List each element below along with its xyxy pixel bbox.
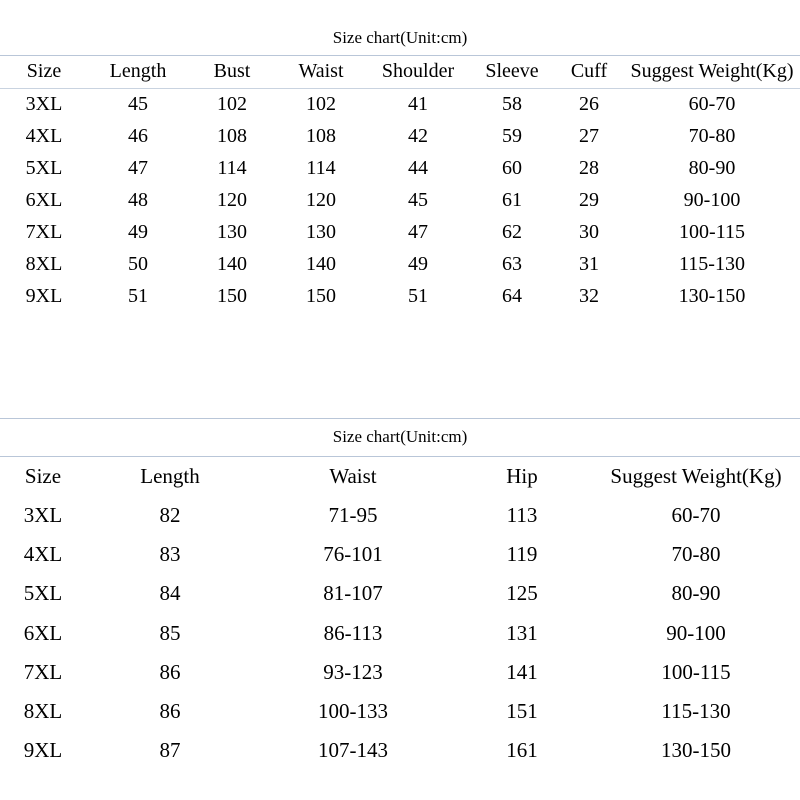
cell-length: 84: [159, 581, 181, 606]
column-header-waist: Waist: [329, 464, 377, 488]
cell-waist: 130: [306, 221, 336, 243]
cell-shoulder: 51: [408, 285, 428, 307]
chart-title: Size chart(Unit:cm): [0, 418, 800, 457]
cell-waist: 114: [306, 157, 336, 179]
cell-shoulder: 44: [408, 157, 428, 179]
column-header-length: Length: [140, 464, 200, 488]
size-table-bottom: [0, 457, 800, 770]
cell-cuff: 29: [579, 189, 599, 211]
cell-bust: 140: [217, 253, 247, 275]
cell-suggest-weight: 90-100: [683, 189, 741, 211]
cell-shoulder: 49: [408, 253, 428, 275]
cell-length: 47: [128, 157, 148, 179]
cell-length: 83: [159, 542, 181, 567]
column-header-sleeve: Sleeve: [485, 60, 539, 82]
cell-sleeve: 58: [502, 93, 522, 115]
cell-suggest-weight: 90-100: [666, 620, 726, 645]
cell-waist: 107-143: [318, 737, 388, 762]
column-header-hip: Hip: [506, 464, 538, 488]
cell-length: 49: [128, 221, 148, 243]
cell-hip: 119: [506, 542, 538, 567]
cell-bust: 150: [217, 285, 247, 307]
cell-size: 5XL: [25, 157, 63, 179]
table-row: [0, 281, 800, 313]
cell-waist: 120: [306, 189, 336, 211]
cell-shoulder: 47: [408, 221, 428, 243]
cell-length: 87: [159, 737, 181, 762]
cell-cuff: 27: [579, 125, 599, 147]
cell-hip: 161: [506, 737, 538, 762]
cell-size: 7XL: [25, 221, 63, 243]
cell-suggest-weight: 130-150: [661, 737, 731, 762]
table-row: [0, 574, 800, 613]
cell-length: 85: [159, 620, 181, 645]
cell-size: 5XL: [23, 581, 63, 606]
cell-size: 8XL: [23, 698, 63, 723]
column-header-cuff: Cuff: [570, 60, 608, 82]
table-row: [0, 185, 800, 217]
cell-sleeve: 61: [502, 189, 522, 211]
chart-title: Size chart(Unit:cm): [0, 22, 800, 56]
cell-suggest-weight: 130-150: [678, 285, 746, 307]
cell-size: 9XL: [25, 285, 63, 307]
column-header-size: Size: [26, 60, 62, 82]
cell-hip: 125: [506, 581, 538, 606]
cell-cuff: 26: [579, 93, 599, 115]
cell-suggest-weight: 115-130: [679, 253, 745, 275]
cell-shoulder: 41: [408, 93, 428, 115]
cell-sleeve: 63: [502, 253, 522, 275]
table-row: [0, 121, 800, 153]
column-header-waist: Waist: [298, 60, 344, 82]
table-row: [0, 217, 800, 249]
cell-sleeve: 60: [502, 157, 522, 179]
cell-waist: 76-101: [323, 542, 383, 567]
column-header-length: Length: [109, 60, 167, 82]
cell-suggest-weight: 70-80: [688, 125, 736, 147]
cell-length: 86: [159, 659, 181, 684]
cell-waist: 102: [306, 93, 336, 115]
table-row: [0, 614, 800, 653]
cell-size: 3XL: [25, 93, 63, 115]
table-row: [0, 653, 800, 692]
cell-suggest-weight: 60-70: [688, 93, 736, 115]
cell-length: 82: [159, 503, 181, 528]
cell-suggest-weight: 80-90: [671, 581, 721, 606]
cell-suggest-weight: 100-115: [679, 221, 745, 243]
cell-bust: 120: [217, 189, 247, 211]
cell-bust: 108: [217, 125, 247, 147]
cell-hip: 141: [506, 659, 538, 684]
table-row: [0, 89, 800, 122]
cell-hip: 113: [506, 503, 538, 528]
cell-hip: 131: [506, 620, 538, 645]
cell-size: 9XL: [23, 737, 63, 762]
cell-size: 8XL: [25, 253, 63, 275]
cell-suggest-weight: 80-90: [688, 157, 736, 179]
cell-waist: 150: [306, 285, 336, 307]
cell-size: 7XL: [23, 659, 63, 684]
table-header-row: [0, 56, 800, 89]
cell-shoulder: 42: [408, 125, 428, 147]
cell-suggest-weight: 70-80: [671, 542, 721, 567]
cell-sleeve: 64: [502, 285, 522, 307]
column-header-bust: Bust: [213, 60, 251, 82]
cell-waist: 71-95: [328, 503, 378, 528]
column-header-size: Size: [24, 464, 62, 488]
size-table-top: [0, 56, 800, 313]
size-chart-top: [0, 22, 800, 313]
cell-shoulder: 45: [408, 189, 428, 211]
cell-suggest-weight: 100-115: [661, 659, 731, 684]
cell-suggest-weight: 60-70: [671, 503, 721, 528]
cell-waist: 140: [306, 253, 336, 275]
cell-bust: 114: [217, 157, 247, 179]
cell-waist: 93-123: [323, 659, 383, 684]
cell-length: 51: [128, 285, 148, 307]
cell-size: 4XL: [23, 542, 63, 567]
cell-sleeve: 59: [502, 125, 522, 147]
cell-length: 50: [128, 253, 148, 275]
cell-suggest-weight: 115-130: [661, 698, 731, 723]
cell-size: 6XL: [23, 620, 63, 645]
cell-length: 48: [128, 189, 148, 211]
cell-cuff: 31: [579, 253, 599, 275]
cell-waist: 108: [306, 125, 336, 147]
table-row: [0, 535, 800, 574]
cell-bust: 130: [217, 221, 247, 243]
cell-size: 3XL: [23, 503, 63, 528]
cell-cuff: 28: [579, 157, 599, 179]
table-row: [0, 692, 800, 731]
cell-size: 4XL: [25, 125, 63, 147]
cell-cuff: 30: [579, 221, 599, 243]
size-chart-bottom: [0, 418, 800, 770]
cell-size: 6XL: [25, 189, 63, 211]
table-row: [0, 249, 800, 281]
cell-waist: 81-107: [323, 581, 383, 606]
cell-length: 86: [159, 698, 181, 723]
table-row: [0, 731, 800, 770]
cell-hip: 151: [506, 698, 538, 723]
cell-length: 46: [128, 125, 148, 147]
table-header-row: [0, 457, 800, 496]
column-header-suggest-weight: Suggest Weight(Kg): [610, 464, 782, 488]
cell-sleeve: 62: [502, 221, 522, 243]
column-header-shoulder: Shoulder: [381, 60, 455, 82]
cell-bust: 102: [217, 93, 247, 115]
column-header-suggest-weight: Suggest Weight(Kg): [630, 60, 794, 82]
cell-cuff: 32: [579, 285, 599, 307]
cell-waist: 100-133: [318, 698, 388, 723]
cell-length: 45: [128, 93, 148, 115]
cell-waist: 86-113: [323, 620, 383, 645]
table-row: [0, 153, 800, 185]
table-row: [0, 496, 800, 535]
